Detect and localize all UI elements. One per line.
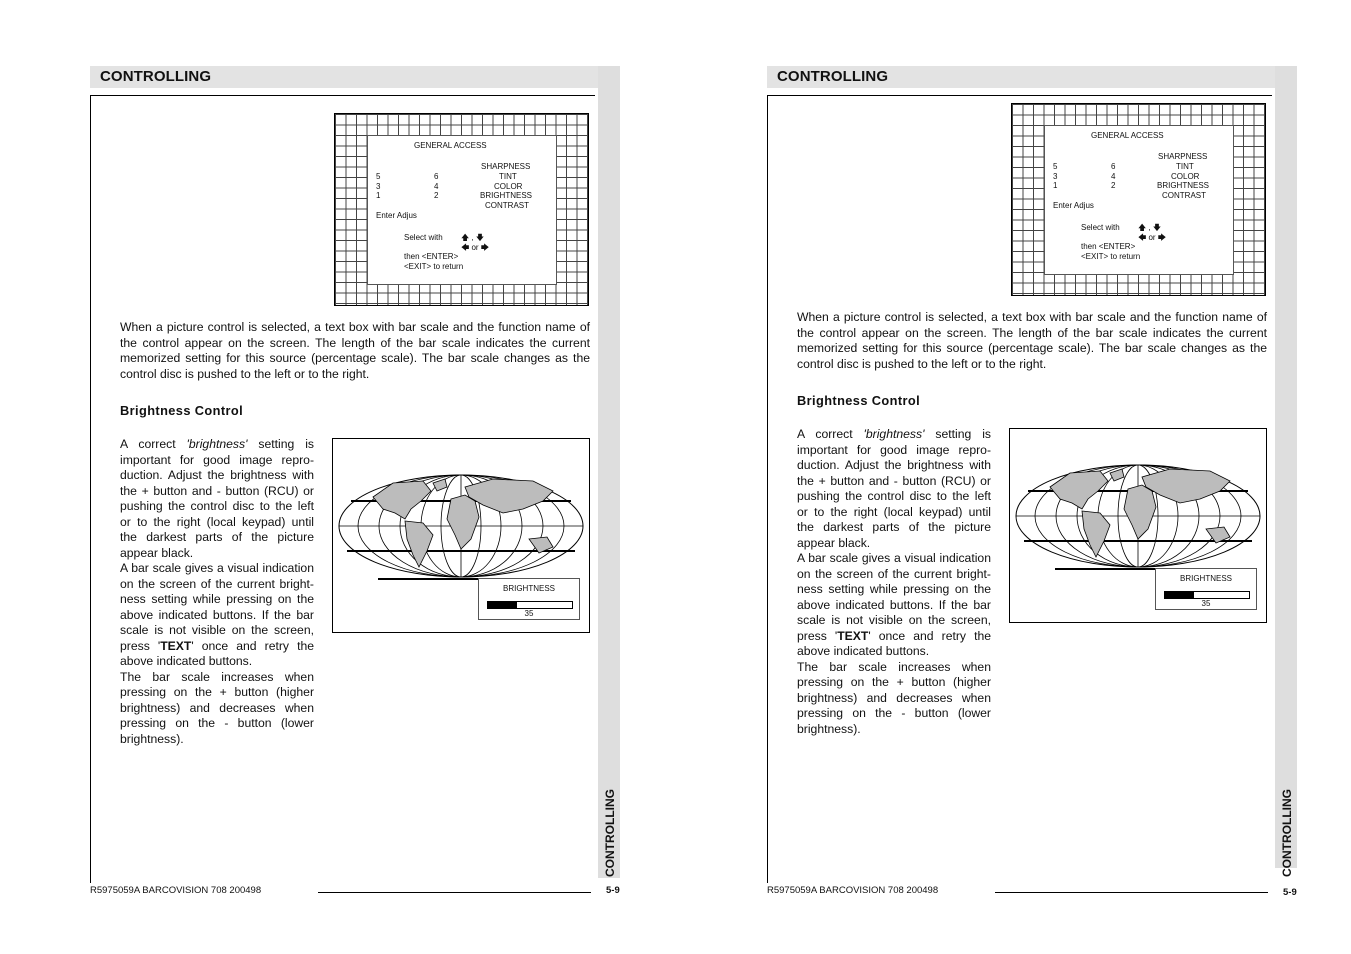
osd-key: 5 [1053, 162, 1058, 171]
header-title: CONTROLLING [100, 68, 212, 85]
osd-arrows-icon: 🡅 , 🡇 [461, 233, 485, 242]
frame-left-rule [90, 95, 91, 883]
footer-rule [318, 892, 591, 893]
page-number: 5-9 [1283, 887, 1297, 898]
text-italic: 'brightness' [863, 427, 925, 441]
side-tab-label: CONTROLLING [603, 789, 617, 877]
osd-then-enter: then <ENTER> [1081, 242, 1136, 251]
osd-key: 3 [1053, 172, 1058, 181]
footer-rule [995, 892, 1268, 893]
osd-arrows-icon: 🡅 , 🡇 [1138, 223, 1162, 232]
osd-title: GENERAL ACCESS [414, 141, 487, 150]
world-map-illustration [332, 438, 590, 633]
text: A bar scale gives a visual indication on the screen of the current bright-ness setting while pressing on the above indicated buttons. If the bar scale is not visible on the screen, press ' [120, 561, 314, 653]
text-bold: TEXT [160, 638, 192, 653]
bar-scale-value: 35 [524, 609, 534, 618]
text: A correct [797, 427, 864, 441]
header-title: CONTROLLING [777, 68, 889, 85]
osd-menu-illustration [334, 113, 589, 306]
page-left [88, 0, 688, 954]
osd-item: SHARPNESS [481, 162, 531, 171]
osd-key: 6 [434, 172, 439, 181]
bar-scale-track [1164, 591, 1250, 599]
osd-item: COLOR [1171, 172, 1200, 181]
paragraph: The bar scale increases when pressing on the + button (higher brightness) and decreases when pressing on the - button (lower brightness). [120, 669, 314, 746]
footer-doc-id: R5975059A BARCOVISION 708 200498 [767, 885, 939, 896]
intro-paragraph: When a picture control is selected, a text box with bar scale and the function name of the control appear on the screen. The length of the bar scale indicates the current memorized setting for this source (percentage scale). The bar scale changes as the control disc is pushed to the left or to the right. [797, 310, 1267, 371]
paragraph [120, 561, 314, 670]
osd-exit-return: <EXIT> to return [1081, 252, 1141, 261]
paragraph [120, 437, 314, 561]
osd-arrows-icon: 🡄 or 🡆 [461, 243, 490, 252]
text: setting is important for good image repro-duction. Adjust the brightness with the + button and - button (RCU) or pushing the control disc to the left or to the right (local keypad) until the darkest parts of the picture appear black. [797, 427, 991, 550]
osd-enter-adjust: Enter Adjus [1053, 201, 1094, 210]
osd-item: BRIGHTNESS [480, 191, 533, 200]
osd-key: 2 [434, 191, 439, 200]
text-bold: TEXT [837, 628, 869, 643]
osd-arrows-icon: 🡄 or 🡆 [1138, 233, 1167, 242]
osd-enter-adjust: Enter Adjus [376, 211, 417, 220]
osd-select-with: Select with [404, 233, 443, 242]
osd-key: 2 [1111, 181, 1116, 190]
osd-key: 6 [1111, 162, 1116, 171]
section-header [767, 66, 1297, 88]
osd-key: 3 [376, 182, 381, 191]
osd-window [367, 135, 557, 285]
osd-title: GENERAL ACCESS [1091, 131, 1164, 140]
page-number: 5-9 [606, 885, 620, 896]
text: A correct [120, 437, 187, 451]
side-tab-label: CONTROLLING [1280, 789, 1294, 877]
paragraph [797, 551, 991, 660]
bar-scale-value: 35 [1201, 599, 1211, 608]
text: setting is important for good image repro-duction. Adjust the brightness with the + button and - button (RCU) or pushing the control disc to the left or to the right (local keypad) until the darkest parts of the picture appear black. [120, 437, 314, 560]
footer-doc-id: R5975059A BARCOVISION 708 200498 [90, 885, 262, 896]
intro-paragraph: When a picture control is selected, a text box with bar scale and the function name of the control appear on the screen. The length of the bar scale indicates the current memorized setting for this source (percentage scale). The bar scale changes as the control disc is pushed to the left or to the right. [120, 320, 590, 381]
osd-exit-return: <EXIT> to return [404, 262, 464, 271]
osd-menu-illustration [1011, 103, 1266, 296]
osd-key: 1 [1053, 181, 1058, 190]
bar-scale-label: BRIGHTNESS [1179, 574, 1232, 583]
osd-item: CONTRAST [1162, 191, 1206, 200]
osd-then-enter: then <ENTER> [404, 252, 459, 261]
brightness-text [120, 437, 314, 747]
osd-item: TINT [499, 172, 517, 181]
osd-key: 4 [1111, 172, 1116, 181]
text: A bar scale gives a visual indication on the screen of the current bright-ness setting while pressing on the above indicated buttons. If the bar scale is not visible on the screen, press ' [797, 551, 991, 643]
section-heading: Brightness Control [120, 403, 244, 418]
paragraph: The bar scale increases when pressing on the + button (higher brightness) and decreases when pressing on the - button (lower brightness). [797, 659, 991, 736]
side-tab [598, 66, 620, 878]
text-italic: 'brightness' [186, 437, 248, 451]
osd-item: BRIGHTNESS [1157, 181, 1210, 190]
brightness-bar-scale [478, 578, 580, 620]
osd-item: SHARPNESS [1158, 152, 1208, 161]
osd-key: 1 [376, 191, 381, 200]
bar-scale-track [487, 601, 573, 609]
text: ' once and retry the above indicated buttons. [120, 638, 315, 668]
bar-scale-label: BRIGHTNESS [502, 584, 555, 593]
brightness-bar-scale [1155, 568, 1257, 610]
side-tab [1275, 66, 1297, 877]
osd-window [1044, 125, 1234, 275]
osd-item: COLOR [494, 182, 523, 191]
world-map-illustration [1009, 428, 1267, 623]
section-header [90, 66, 620, 88]
bar-scale-fill [1165, 592, 1194, 598]
text: ' once and retry the above indicated buttons. [797, 628, 992, 658]
frame-top-rule [767, 95, 1272, 96]
osd-key: 5 [376, 172, 381, 181]
bar-scale-fill [488, 602, 517, 608]
osd-item: TINT [1176, 162, 1194, 171]
frame-left-rule [767, 95, 768, 883]
section-heading: Brightness Control [797, 393, 921, 408]
page-right [765, 0, 1351, 944]
osd-select-with: Select with [1081, 223, 1120, 232]
osd-item: CONTRAST [485, 201, 529, 210]
brightness-text [797, 427, 991, 737]
paragraph [797, 427, 991, 551]
frame-top-rule [90, 95, 595, 96]
osd-key: 4 [434, 182, 439, 191]
